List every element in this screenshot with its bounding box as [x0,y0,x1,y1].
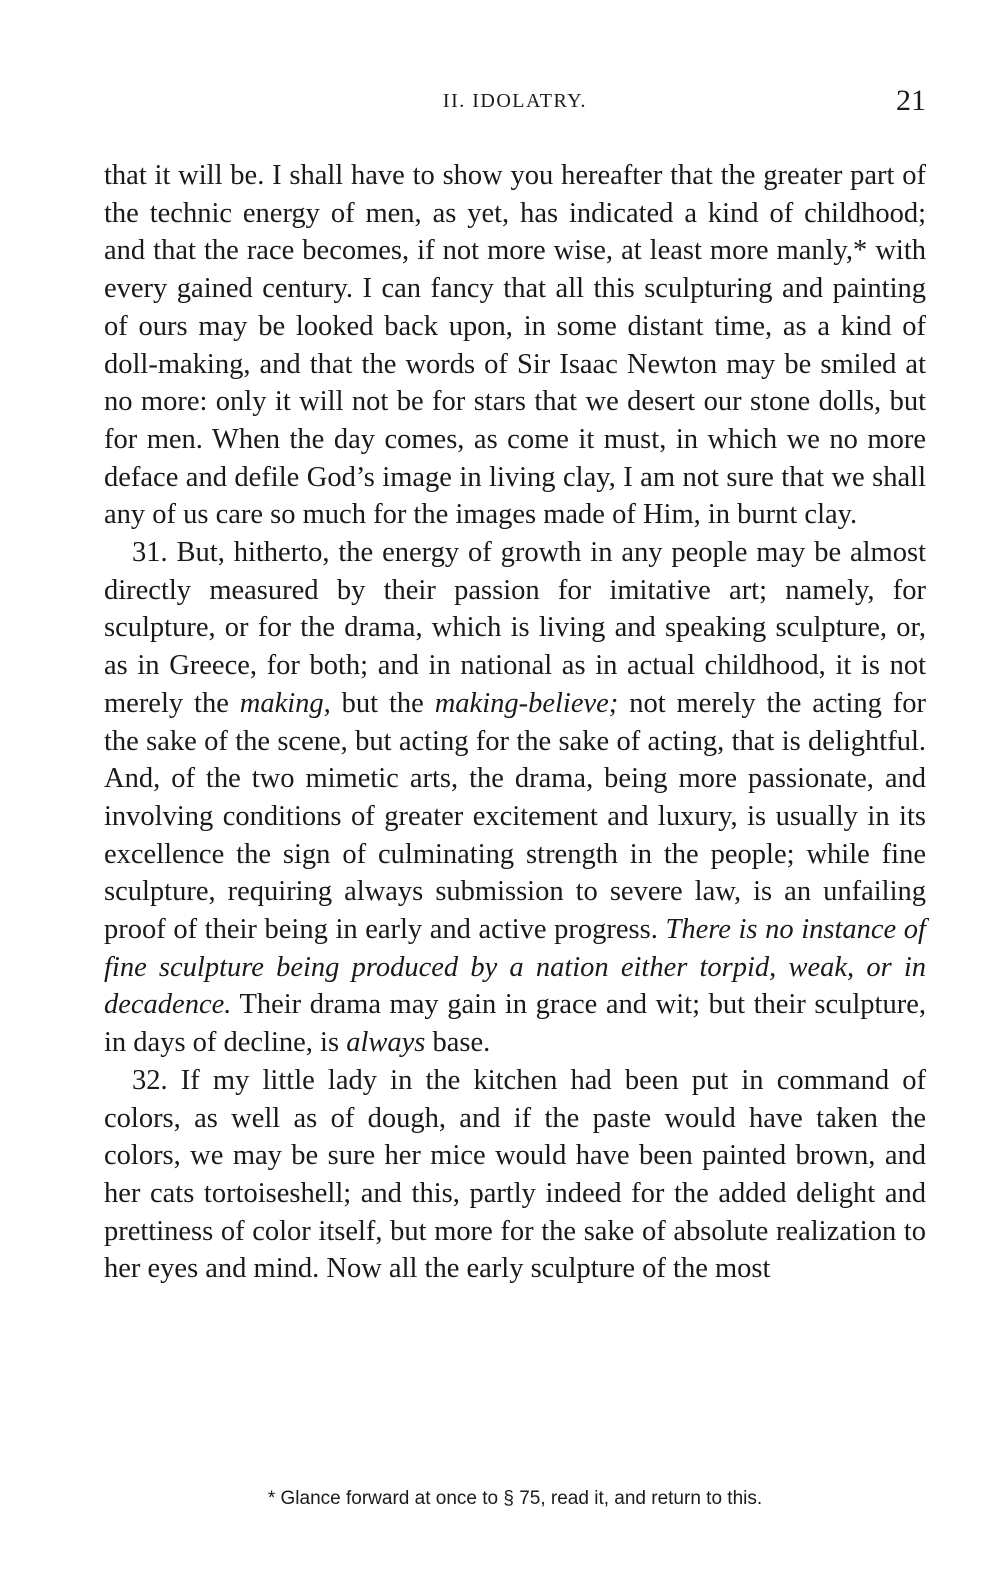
paragraph-continued: that it will be. I shall have to show you hereafter that the greater part of the technic energy of men, as yet, has indicated a kind of childhood; and that the race becomes, if not more wise, at least more manly,* with every gained century. I can fancy that all this sculpturing and painting of ours may be looked back upon, in some distant time, as a kind of doll-making, and that the words of Sir Isaac Newton may be smiled at no more: only it will not be for stars that we desert our stone dolls, but for men. When the day comes, as come it must, in which we no more deface and defile God’s image in living clay, I am not sure that we shall any of us care so much for the images made of Him, in burnt clay. [104,160,926,531]
body-text [104,157,926,1288]
paragraph-31 [104,534,926,1062]
text-run: Their drama may gain in grace and wit; but their sculpture, in days of decline, is [104,989,926,1059]
running-title: II. IDOLATRY. [442,90,588,112]
text-run: not merely the acting for the sake of the scene, but acting for the sake of acting, that is delightful. And, of the two mimetic arts, the drama, being more passionate, and involving conditions of greater excitement and luxury, is usually in its excellence the sign of culminating strength in the people; while fine sculpture, requiring always submission to severe law, is an unfailing proof of their being in early and active progress. [104,687,927,946]
text-run: base. [425,1027,491,1059]
italic-run: There is no instance of fine sculpture being produced by a nation either torpid, weak, or in decadence. [104,914,926,1021]
italic-run: always [346,1027,426,1059]
italic-run: making, [239,687,331,719]
text-run: 31. But, hitherto, the energy of growth in any people may be almost directly measured by their passion for imitative art; namely, for sculpture, or for the drama, which is living and speaking sculpture, or, as in Greece, for both; and in national as in actual childhood, it is not merely the [104,537,926,719]
footnote: * Glance forward at once to § 75, read it, and return to this. [267,1488,763,1509]
paragraph-32: 32. If my little lady in the kitchen had been put in command of colors, as well as of dough, and if the paste would have taken the colors, we may be sure her mice would have been painted brown, and her cats tortoiseshell; and this, partly indeed for the added delight and prettiness of color itself, but more for the sake of absolute realization to her eyes and mind. Now all the early sculpture of the most [104,1064,926,1285]
italic-run: making-believe; [434,687,619,719]
page-number: 21 [896,84,926,117]
running-head [104,84,926,124]
text-run: but the [330,687,435,719]
